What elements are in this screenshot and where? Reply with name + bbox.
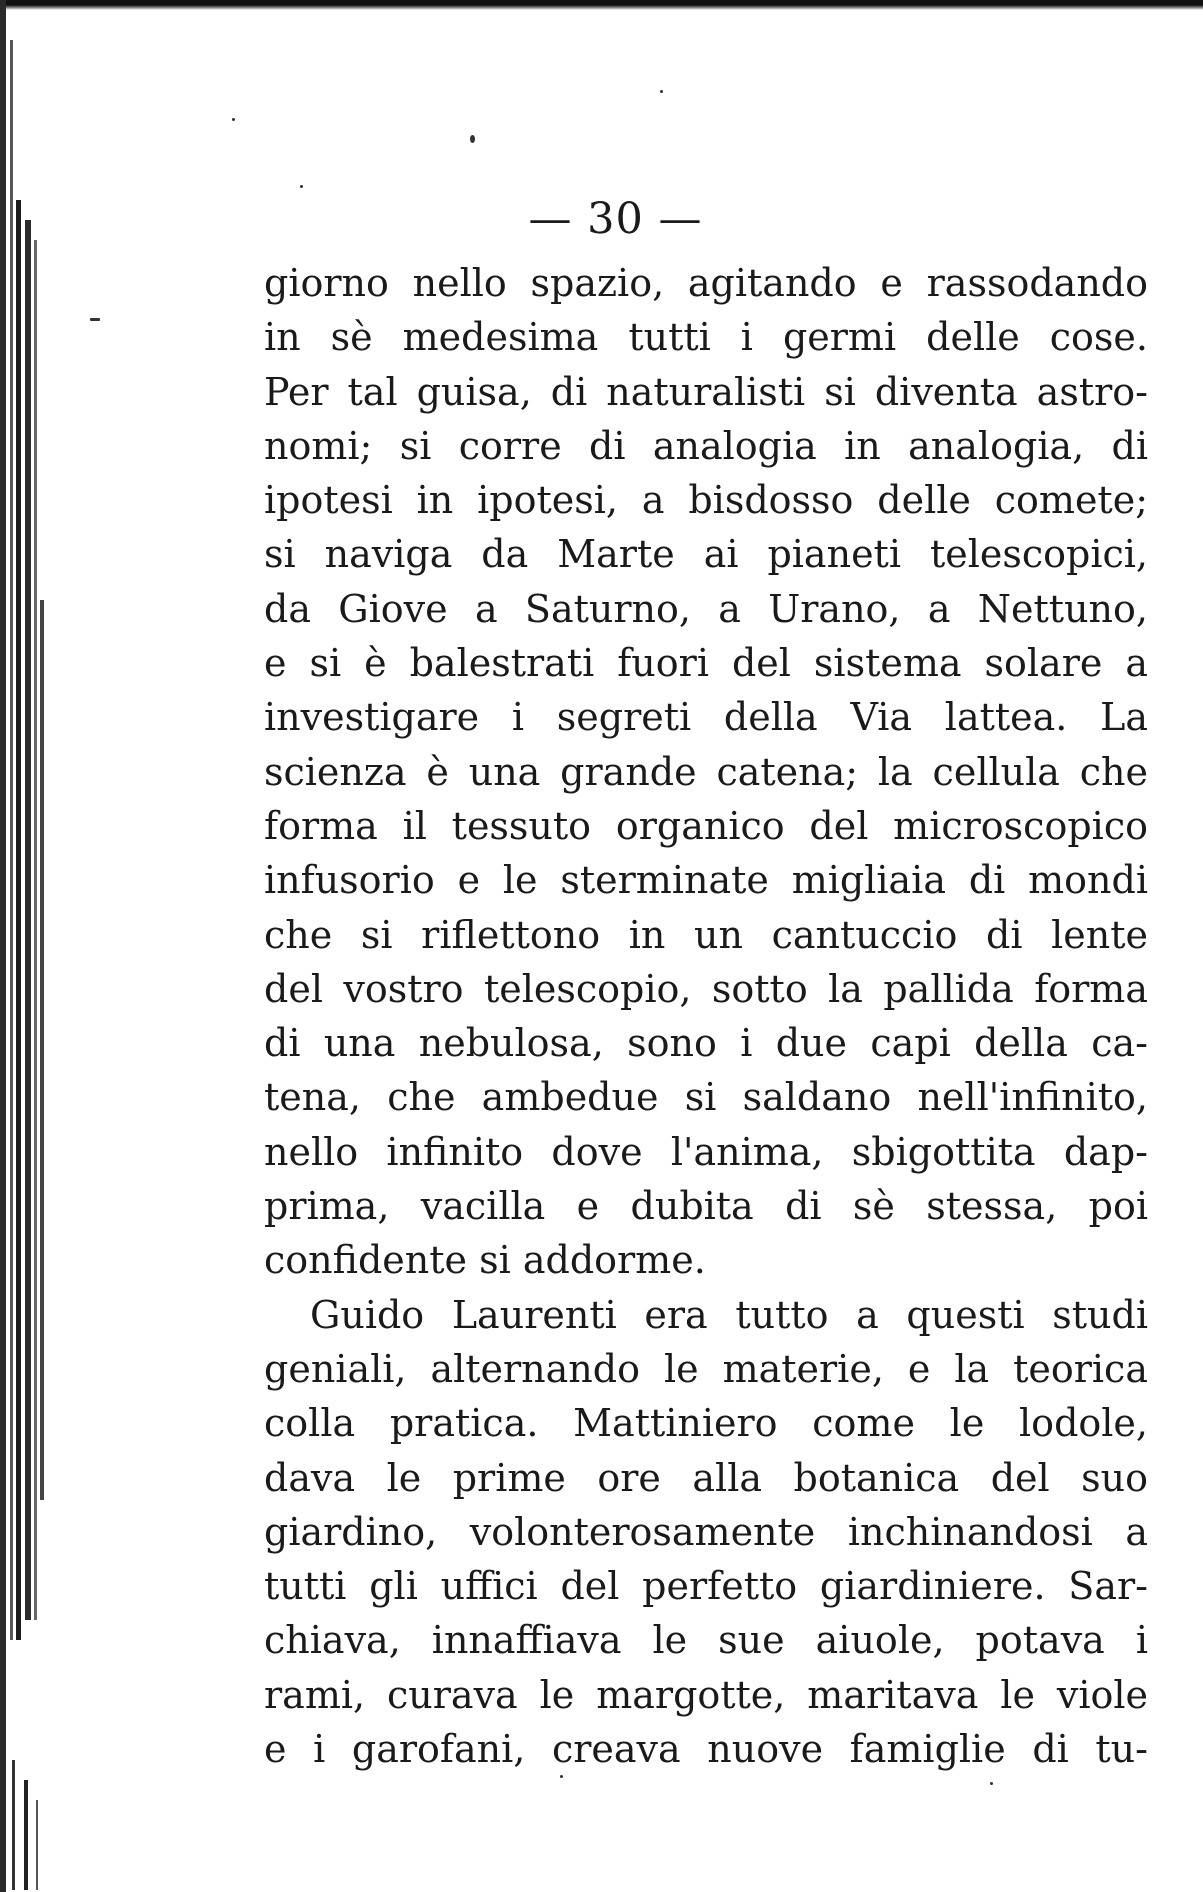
scan-speck xyxy=(990,1782,993,1785)
text-line: di una nebulosa, sono i due capi della ca- xyxy=(264,1021,1148,1066)
text-line: tena, che ambedue si saldano nell'infinito, xyxy=(264,1075,1148,1120)
text-line: confidente si addorme. xyxy=(264,1238,706,1283)
text-line: ipotesi in ipotesi, a bisdosso delle comete; xyxy=(264,478,1148,523)
text-line: prima, vacilla e dubita di sè stessa, poi xyxy=(264,1184,1148,1229)
scan-speck xyxy=(232,118,235,121)
text-line: geniali, alternando le materie, e la teorica xyxy=(264,1346,1148,1391)
page-number: — 30 — xyxy=(528,194,703,244)
text-line: e i garofani, creava nuove famiglie di tu- xyxy=(264,1727,1148,1772)
text-line: Per tal guisa, di naturalisti si diventa astro- xyxy=(264,369,1148,414)
text-line: giardino, volonterosamente inchinandosi a xyxy=(264,1509,1148,1554)
text-line: da Giove a Saturno, a Urano, a Nettuno, xyxy=(264,586,1148,631)
text-line: rami, curava le margotte, maritava le viole xyxy=(264,1672,1148,1717)
text-line: Guido Laurenti era tutto a questi studi xyxy=(310,1292,1148,1337)
body-text xyxy=(264,256,1148,1776)
text-line: investigare i segreti della Via lattea. La xyxy=(264,695,1148,740)
scan-speck xyxy=(560,1775,563,1778)
text-line: giorno nello spazio, agitando e rassodando xyxy=(264,261,1148,305)
text-line: dava le prime ore alla botanica del suo xyxy=(264,1455,1148,1500)
text-line: che si riflettono in un cantuccio di lente xyxy=(264,912,1148,957)
text-line: e si è balestrati fuori del sistema solare a xyxy=(264,641,1148,686)
text-line: colla pratica. Mattiniero come le lodole, xyxy=(264,1401,1148,1446)
paragraph-1 xyxy=(264,256,1148,1288)
scan-speck xyxy=(660,90,663,93)
text-line: scienza è una grande catena; la cellula che xyxy=(264,749,1148,794)
scan-top-border xyxy=(0,0,1203,10)
text-line: infusorio e le sterminate migliaia di mondi xyxy=(264,858,1148,903)
scan-speck xyxy=(90,318,100,321)
scan-speck xyxy=(300,185,303,188)
binding-edge-shadow xyxy=(0,0,70,1892)
scan-speck xyxy=(470,135,475,143)
text-line: nomi; si corre di analogia in analogia, di xyxy=(264,423,1148,468)
paragraph-2 xyxy=(264,1288,1148,1777)
text-line: forma il tessuto organico del microscopico xyxy=(264,803,1148,848)
text-line: nello infinito dove l'anima, sbigottita dap- xyxy=(264,1129,1148,1174)
text-line: chiava, innaffiava le sue aiuole, potava i xyxy=(264,1618,1148,1663)
text-line: tutti gli uffici del perfetto giardiniere. Sar- xyxy=(264,1564,1148,1609)
text-line: si naviga da Marte ai pianeti telescopici, xyxy=(264,532,1148,577)
text-line: del vostro telescopio, sotto la pallida forma xyxy=(264,966,1148,1011)
text-line: in sè medesima tutti i germi delle cose. xyxy=(264,315,1148,360)
